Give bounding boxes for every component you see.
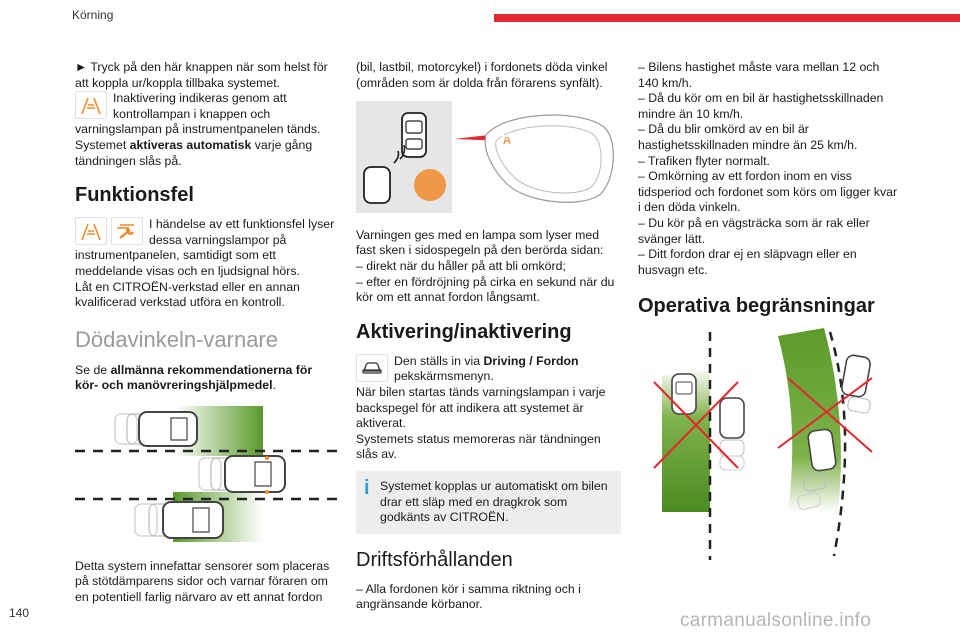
list-item: – Bilens hastighet måste vara mellan 12 och 140 km/h. [638, 60, 880, 90]
list-item: – Då du blir omkörd av en bil är hastighetsskillnaden mindre än 25 km/h. [638, 122, 858, 152]
info-icon: i [364, 476, 370, 499]
deactivation-block [75, 91, 337, 138]
paragraph: Varningen ges med en lampa som lyser med fast sken i sidospegeln på den berörda sidan: [356, 227, 604, 258]
list-item: – Då du kör om en bil är hastighetsskillnaden mindre än 10 km/h. [638, 91, 884, 121]
conditions-list [638, 60, 903, 278]
watermark: carmanualsonline.info [680, 610, 872, 631]
column-2 [356, 60, 621, 613]
blind-spot-lanes-illustration [75, 404, 337, 549]
paragraph: Inaktivering indikeras genom att kontrollampan i knappen och varningslampan på instrumentpanelen tänds. [75, 91, 321, 137]
limitations-illustration [638, 328, 903, 565]
list-item: – Trafiken flyter normalt. [638, 153, 770, 168]
paragraph: I händelse av ett funktionsfel lyser dessa varningslampor på instrumentpanelen, samtidigt som ett meddelande visas och en ljudsignal hörs. [75, 217, 335, 278]
heading-limitations: Operativa begränsningar [638, 295, 875, 318]
column-1 [75, 60, 337, 605]
paragraph: Låt en CITROËN-verkstad eller en annan kvalificerad verkstad utföra en kontroll. [75, 279, 300, 310]
paragraph: Se de allmänna rekommendationerna för kör- och manövreringshjälpmedel. [75, 362, 313, 393]
service-wrench-icon [111, 217, 143, 245]
heading-activation: Aktivering/inaktivering [356, 320, 572, 343]
paragraph: Systemets status memoreras när tändningen slås av. [356, 431, 601, 462]
list-item: – Omkörning av ett fordon inom en viss tidsperiod och fordonet som körs om ligger kvar i den döda vinkeln. [638, 169, 898, 215]
list-item: – Alla fordonen kör i samma riktning och i angränsande körbanor. [356, 581, 581, 612]
paragraph: (bil, lastbil, motorcykel) i fordonets döda vinkel (områden som är dolda från förarens synfält). [356, 60, 608, 90]
list-item: – direkt när du håller på att bli omkörd; [356, 258, 566, 273]
paragraph: När bilen startas tänds varningslampan i varje backspegel för att indikera att systemet är aktiverat. [356, 384, 606, 431]
heading-conditions: Driftsförhållanden [356, 548, 513, 571]
mirror-warning-illustration [356, 101, 621, 218]
blind-spot-warning-icon [75, 217, 107, 245]
info-box [356, 471, 621, 534]
page-number: 140 [9, 606, 30, 620]
list-item: – Du kör på en vägsträcka som är rak eller svänger lätt. [638, 215, 870, 246]
info-text: Systemet kopplas ur automatiskt om bilen drar ett släp med en dragkrok som godkänts av CITROËN. [380, 478, 608, 525]
list-item: – efter en fördröjning på cirka en sekund när du kör om ett annat fordon långsamt. [356, 274, 615, 305]
activation-block [356, 354, 621, 385]
blind-spot-warning-icon [75, 91, 107, 119]
car-icon [356, 354, 388, 382]
heading-blind-spot: Dödavinkeln-varnare [75, 326, 278, 352]
list-item: – Ditt fordon drar ej en släpvagn eller en husvagn etc. [638, 247, 857, 277]
paragraph: ► Tryck på den här knappen när som helst för att koppla ur/koppla tillbaka systemet. [75, 60, 328, 90]
fault-block [75, 217, 337, 279]
heading-fault: Funktionsfel [75, 184, 194, 207]
paragraph: Den ställs in via Driving / Fordon pekskärmsmenyn. [394, 353, 579, 384]
paragraph: Systemet aktiveras automatisk varje gång tändningen slås på. [75, 137, 313, 168]
column-3 [638, 60, 903, 575]
paragraph: Detta system innefattar sensorer som placeras på stötdämparens sidor och varnar föraren om en potentiell farlig närvaro av ett annat fordon [75, 558, 330, 604]
header-accent-bar [494, 14, 960, 22]
header-section: Körning [72, 8, 114, 22]
